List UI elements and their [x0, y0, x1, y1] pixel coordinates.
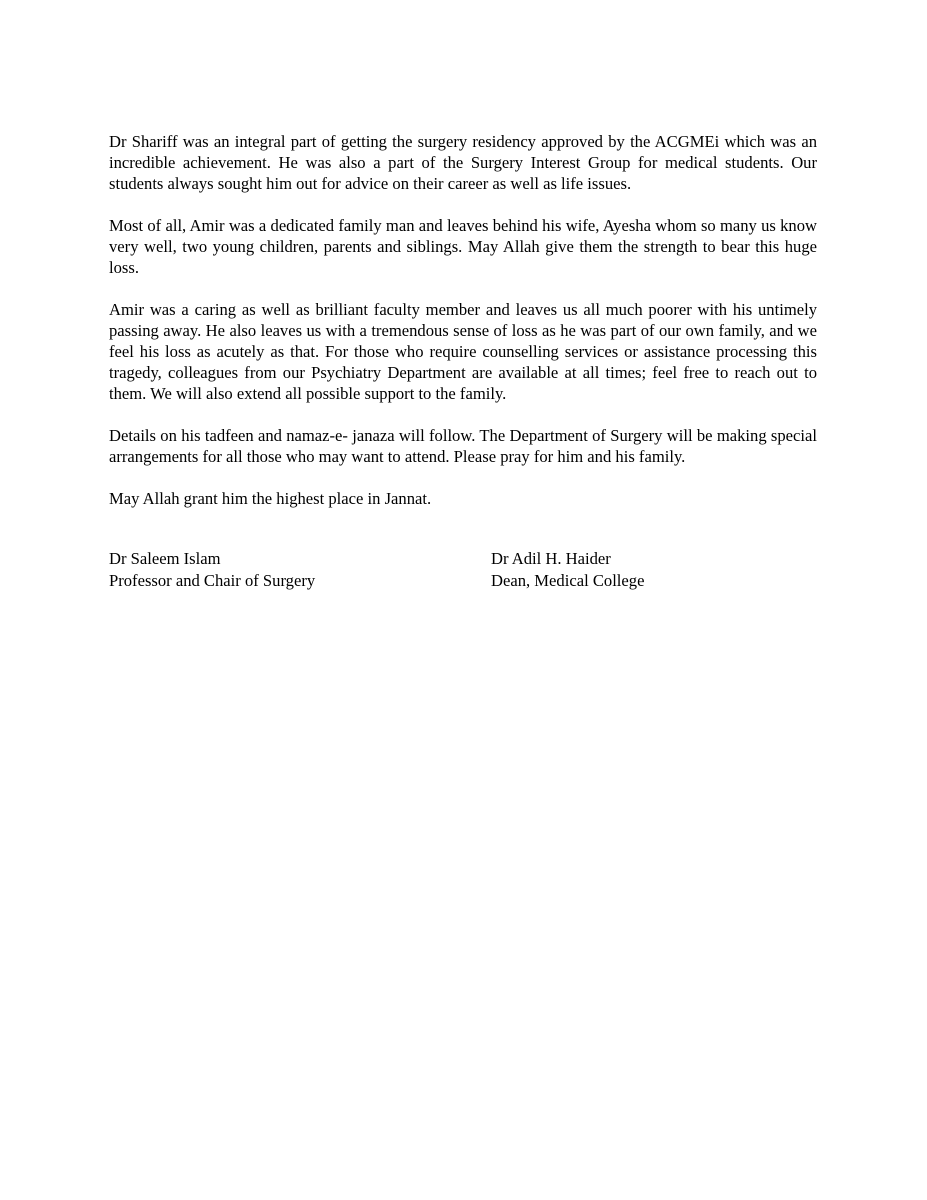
signatory-left [109, 548, 315, 591]
paragraph-prayer: May Allah grant him the highest place in Jannat. [109, 489, 432, 508]
paragraph-residency: Dr Shariff was an integral part of getting the surgery residency approved by the ACGMEi which was an incredible achievement. He was also a part of the Surgery Interest Group for medical students. Our students always sought him out for advice on their career as well as life issues. [109, 132, 817, 193]
signatory-name: Dr Saleem Islam [109, 549, 221, 568]
paragraph-family: Most of all, Amir was a dedicated family man and leaves behind his wife, Ayesha whom so many us know very well, two young children, parents and siblings. May Allah give them the strength to bear this huge loss. [109, 216, 817, 277]
signature-block [109, 548, 817, 598]
paragraph-janaza: Details on his tadfeen and namaz-e- janaza will follow. The Department of Surgery will be making special arrangements for all those who may want to attend. Please pray for him and his family. [109, 426, 817, 466]
paragraph-faculty: Amir was a caring as well as brilliant faculty member and leaves us all much poorer with his untimely passing away. He also leaves us with a tremendous sense of loss as he was part of our own family, and we feel his loss as acutely as that. For those who require counselling services or assistance processing this tragedy, colleagues from our Psychiatry Department are available at all times; feel free to reach out to them. We will also extend all possible support to the family. [109, 300, 817, 403]
signatory-right [491, 548, 644, 591]
signatory-title: Dean, Medical College [491, 570, 645, 590]
signatory-title: Professor and Chair of Surgery [109, 570, 316, 590]
letter-body [109, 131, 817, 530]
signatory-name: Dr Adil H. Haider [491, 549, 611, 568]
